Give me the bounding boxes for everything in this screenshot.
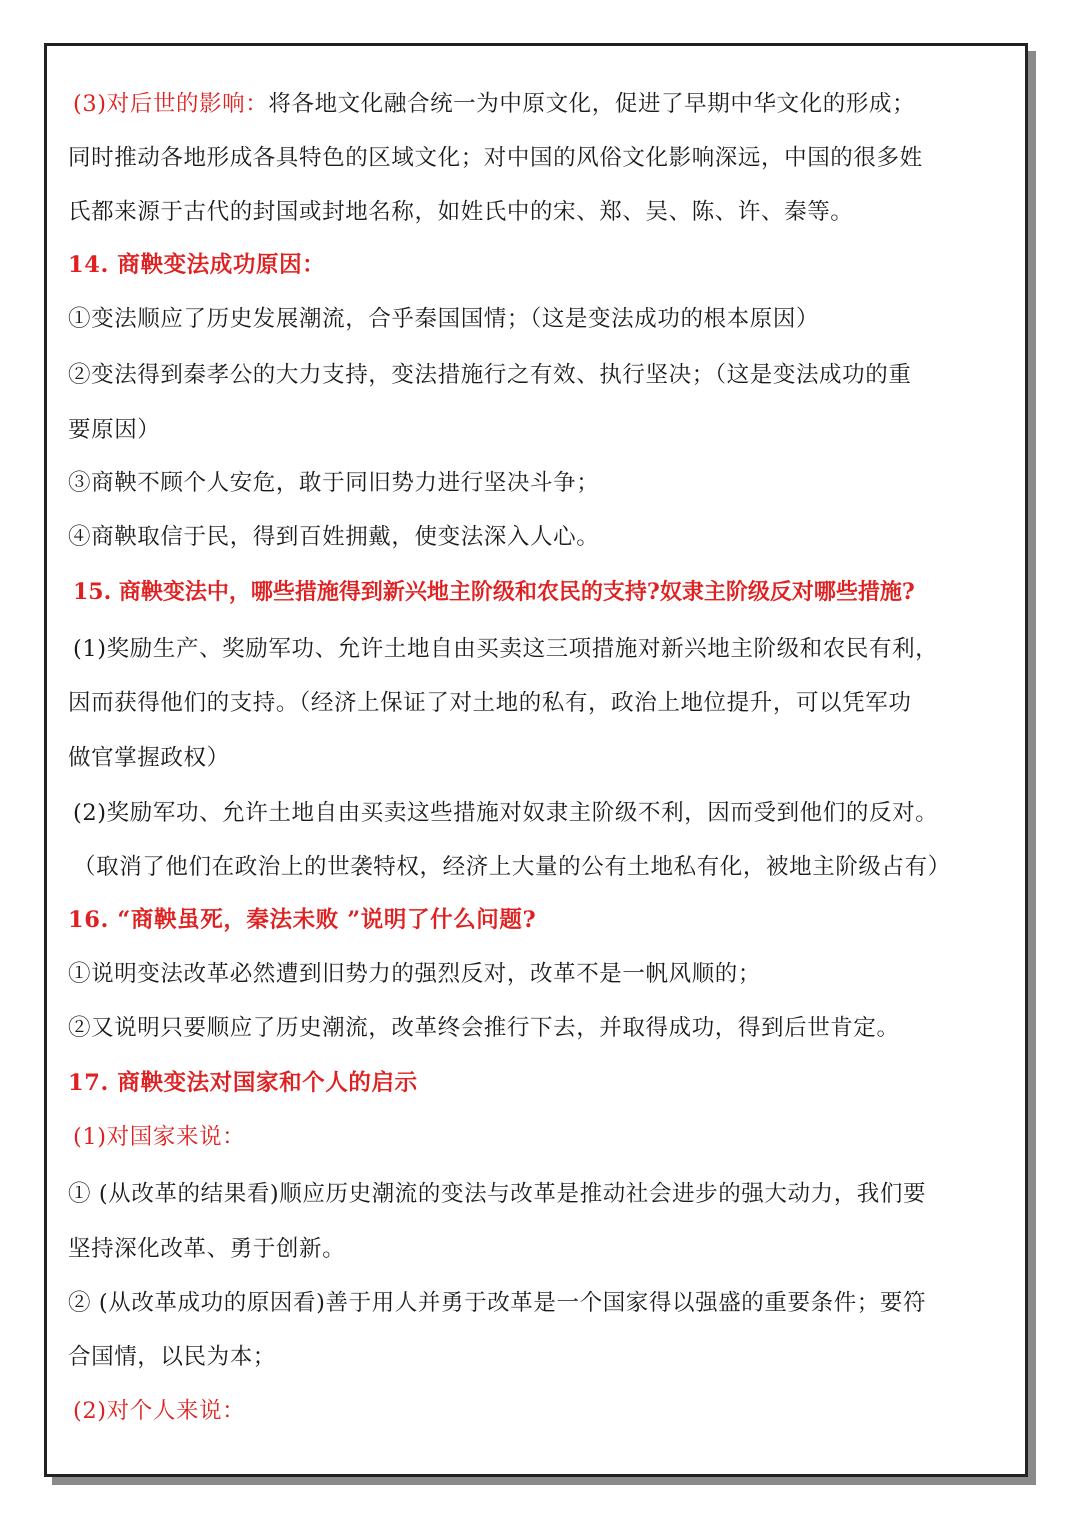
q16-point-1: ①说明变法改革必然遭到旧势力的强烈反对，改革不是一帆风顺的； <box>68 961 762 987</box>
paragraph-13-3-line-1 <box>73 89 915 119</box>
q14-point-4: ④商鞅取信于民，得到百姓拥戴，使变法深入人心。 <box>68 524 600 550</box>
q15-answer-2-line-2: （取消了他们在政治上的世袭特权，经济上大量的公有土地私有化，被地主阶级占有） <box>73 854 951 880</box>
q15-answer-1-line-2: 因而获得他们的支持。（经济上保证了对土地的私有，政治上地位提升，可以凭军功 <box>68 690 912 716</box>
q16-point-2: ②又说明只要顺应了历史潮流，改革终会推行下去，并取得成功，得到后世肯定。 <box>68 1015 900 1041</box>
question-17-heading: 17. 商鞅变法对国家和个人的启示 <box>68 1070 418 1096</box>
paragraph-13-3-line-2: 同时推动各地形成各具特色的区域文化；对中国的风俗文化影响深远，中国的很多姓 <box>68 145 923 171</box>
q17-subheading-individual: (2)对个人来说： <box>73 1398 246 1424</box>
q14-point-3: ③商鞅不顾个人安危，敢于同旧势力进行坚决斗争； <box>68 470 600 496</box>
q14-point-2-line-2: 要原因） <box>68 417 161 443</box>
q14-point-1: ①变法顺应了历史发展潮流，合乎秦国国情；（这是变法成功的根本原因） <box>68 306 820 332</box>
q17-point-2-line-2: 合国情，以民为本； <box>68 1344 276 1370</box>
subheading-influence-label: (3)对后世的影响： <box>73 91 269 117</box>
q17-point-1-line-2: 坚持深化改革、勇于创新。 <box>68 1236 346 1262</box>
q17-point-2-line-1: ② (从改革成功的原因看)善于用人并勇于改革是一个国家得以强盛的重要条件；要符 <box>68 1290 927 1316</box>
question-15-heading: 15. 商鞅变法中，哪些措施得到新兴地主阶级和农民的支持?奴隶主阶级反对哪些措施? <box>73 579 915 605</box>
q14-point-2-line-1: ②变法得到秦孝公的大力支持，变法措施行之有效、执行坚决；（这是变法成功的重 <box>68 362 912 388</box>
q17-subheading-country: (1)对国家来说： <box>73 1124 246 1150</box>
q15-answer-1-line-3: 做官掌握政权） <box>68 745 230 771</box>
question-14-heading: 14. 商鞅变法成功原因： <box>68 252 326 278</box>
paragraph-13-3-line-3: 氏都来源于古代的封国或封地名称，如姓氏中的宋、郑、吴、陈、许、秦等。 <box>68 199 854 225</box>
q17-point-1-line-1: ① (从改革的结果看)顺应历史潮流的变法与改革是推动社会进步的强大动力，我们要 <box>68 1181 927 1207</box>
q15-answer-1-line-1: (1)奖励生产、奖励军功、允许土地自由买卖这三项措施对新兴地主阶级和农民有利， <box>73 636 939 662</box>
q15-answer-2-line-1: (2)奖励军功、允许土地自由买卖这些措施对奴隶主阶级不利，因而受到他们的反对。 <box>73 800 939 826</box>
question-16-heading: 16. “商鞅虽死，秦法未败 ”说明了什么问题? <box>68 907 537 933</box>
paragraph-text: 将各地文化融合统一为中原文化，促进了早期中华文化的形成； <box>268 91 916 117</box>
